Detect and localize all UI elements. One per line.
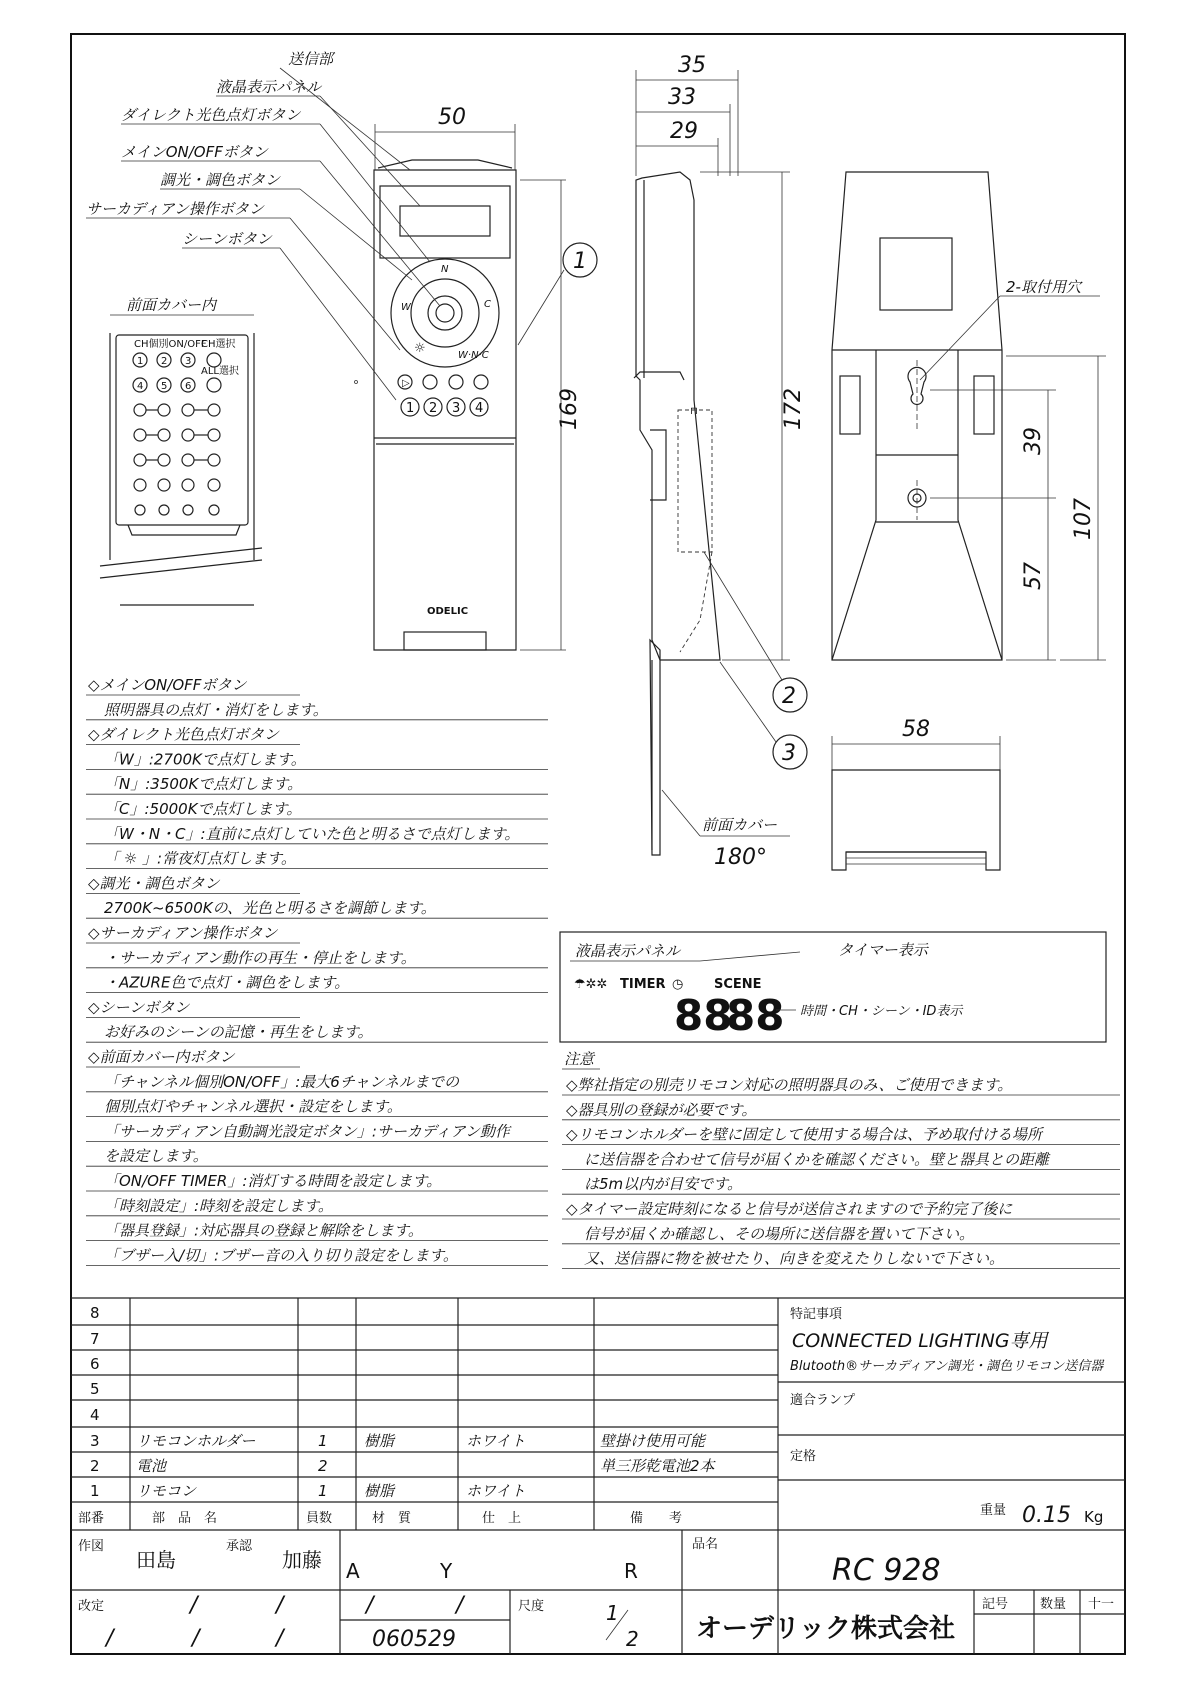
- notes-left: [86, 676, 548, 1265]
- callout-1: 1: [573, 249, 587, 274]
- part-remarks: 壁掛け使用可能: [600, 1432, 706, 1450]
- label-all-select: ALL選択: [201, 366, 239, 377]
- cover-button[interactable]: [209, 505, 219, 515]
- scene-2-button[interactable]: 2: [429, 401, 438, 416]
- lcd-scene-text: SCENE: [714, 977, 762, 992]
- cover-button[interactable]: [182, 454, 194, 466]
- label-ch-individual: CH個別ON/OFF: [134, 339, 207, 350]
- lcd-timer-label: タイマー表示: [838, 941, 928, 959]
- weight-label: 重量: [980, 1503, 1007, 1518]
- special-line2: Blutooth®サーカディアン調光・調色リモコン送信器: [790, 1359, 1104, 1374]
- scene-3-button[interactable]: 3: [452, 401, 461, 416]
- ch-6-button[interactable]: 6: [185, 381, 192, 392]
- note-line: 「 ☼ 」:常夜灯点灯します。: [104, 849, 296, 868]
- label-circadian: サーカディアン操作ボタン: [86, 200, 264, 218]
- cover-button[interactable]: [159, 505, 169, 515]
- cover-button[interactable]: [135, 505, 145, 515]
- header-finish: 仕 上: [482, 1511, 522, 1526]
- drawn-label: 作図: [78, 1539, 105, 1554]
- title-block: [71, 1530, 1125, 1654]
- revision-slash-7: /: [276, 1626, 284, 1651]
- note-line: お好みのシーンの記憶・再生をします。: [104, 1023, 373, 1042]
- caution-line: に送信器を合わせて信号が届くかを確認ください。壁と器具との距離: [584, 1150, 1050, 1169]
- note-line: 「チャンネル個別ON/OFF」:最大6チャンネルまでの: [104, 1072, 459, 1091]
- ch-2-button[interactable]: 2: [161, 356, 168, 367]
- notes-right: [562, 1050, 1120, 1269]
- part-qty: 1: [318, 1432, 328, 1450]
- revision-slash-5: /: [106, 1626, 114, 1651]
- product-name: RC 928: [832, 1553, 941, 1588]
- ch-4-button[interactable]: 4: [137, 381, 144, 392]
- note-line: 照明器具の点灯・消灯をします。: [104, 700, 328, 719]
- label-main-onoff: メインON/OFFボタン: [121, 143, 268, 161]
- part-qty: 2: [318, 1457, 328, 1475]
- label-cover-angle: 180°: [714, 845, 767, 870]
- part-no: 5: [90, 1380, 100, 1398]
- part-no: 2: [90, 1457, 100, 1475]
- note-line: 「W・N・C」:直前に点灯していた色と明るさで点灯します。: [104, 824, 520, 843]
- extra-label: 十一: [1088, 1597, 1115, 1612]
- note-line: 「サーカディアン自動調光設定ボタン」:サーカディアン動作: [104, 1122, 510, 1141]
- caution-line: は5m以内が目安です。: [584, 1175, 742, 1194]
- dim-172: 172: [781, 388, 806, 430]
- cover-button[interactable]: [208, 479, 220, 491]
- header-no: 部番: [78, 1511, 105, 1526]
- dial-label-n: N: [441, 264, 449, 275]
- rating-label: 定格: [790, 1449, 817, 1464]
- dim-33: 33: [668, 85, 696, 110]
- dim-35: 35: [678, 53, 706, 78]
- part-name: リモコンホルダー: [136, 1432, 256, 1450]
- ch-1-button[interactable]: 1: [137, 356, 144, 367]
- cover-button[interactable]: [158, 479, 170, 491]
- dim-39: 39: [1021, 427, 1046, 455]
- part-finish: ホワイト: [466, 1432, 526, 1450]
- note-heading: ◇シーンボタン: [88, 998, 190, 1017]
- part-no: 4: [90, 1406, 100, 1424]
- note-heading: ◇ダイレクト光色点灯ボタン: [88, 725, 279, 744]
- note-heading: ◇メインON/OFFボタン: [88, 676, 247, 694]
- grade-a: A: [346, 1559, 360, 1583]
- caution-line: ◇器具別の登録が必要です。: [566, 1100, 757, 1119]
- header-qty: 員数: [306, 1511, 333, 1526]
- revision-slash-4: /: [456, 1593, 464, 1618]
- cover-button[interactable]: [208, 404, 220, 416]
- note-line: 「W」:2700Kで点灯します。: [104, 750, 306, 769]
- cover-button[interactable]: [182, 404, 194, 416]
- cover-button[interactable]: [208, 454, 220, 466]
- dim-58: 58: [902, 717, 930, 742]
- note-line: 「時刻設定」:時刻を設定します。: [104, 1196, 333, 1215]
- part-no: 3: [90, 1432, 100, 1450]
- note-line: 「ON/OFF TIMER」:消灯する時間を設定します。: [104, 1172, 442, 1190]
- note-line: 個別点灯やチャンネル選択・設定をします。: [104, 1097, 402, 1116]
- scene-4-button[interactable]: 4: [475, 401, 484, 416]
- holder-top-view: [832, 770, 1000, 870]
- dim-29: 29: [670, 119, 698, 144]
- note-line: ・サーカディアン動作の再生・停止をします。: [104, 948, 416, 967]
- notes-right-heading: 注意: [564, 1050, 595, 1068]
- play-icon: ▷: [402, 378, 410, 389]
- part-qty: 1: [318, 1482, 328, 1500]
- code-label: 記号: [982, 1597, 1009, 1612]
- special-line1: CONNECTED LIGHTING専用: [792, 1330, 1048, 1352]
- label-mount-holes: 2-取付用穴: [1006, 278, 1081, 296]
- cover-button[interactable]: [182, 429, 194, 441]
- drawn-by: 田島: [136, 1548, 176, 1572]
- caution-line: 又、送信器に物を被せたり、向きを変えたりしないで下さい。: [584, 1249, 1005, 1268]
- lcd-timer-text: TIMER: [620, 977, 666, 992]
- special-label: 特記事項: [790, 1307, 843, 1322]
- label-front-cover-inside: 前面カバー内: [126, 296, 217, 314]
- approved-by: 加藤: [282, 1548, 322, 1572]
- label-direct-color: ダイレクト光色点灯ボタン: [121, 106, 301, 124]
- note-line: 2700K~6500Kの、光色と明るさを調節します。: [104, 899, 436, 918]
- caution-line: 信号が届くか確認し、その場所に送信器を置いて下さい。: [584, 1224, 975, 1243]
- part-no: 6: [90, 1355, 100, 1373]
- part-name: 電池: [136, 1457, 167, 1475]
- weight-value: 0.15: [1022, 1503, 1071, 1528]
- label-scene: シーンボタン: [182, 230, 272, 248]
- side-dimensions: [636, 53, 807, 870]
- dial-label-wnc: W·N·C: [458, 350, 489, 361]
- label-dimming: 調光・調色ボタン: [160, 171, 281, 189]
- lcd-digits-right: 88: [726, 991, 785, 1040]
- holder-dimensions: [832, 356, 1106, 770]
- part-finish: ホワイト: [466, 1482, 526, 1500]
- nightlight-icon: ☼: [414, 341, 426, 356]
- note-heading: ◇前面カバー内ボタン: [88, 1048, 235, 1066]
- part-no: 7: [90, 1330, 100, 1348]
- callout-3: 3: [782, 741, 796, 766]
- spec-box: [790, 1306, 1105, 1528]
- product-label: 品名: [692, 1537, 719, 1552]
- front-cover-interior: [100, 296, 262, 605]
- revision-slash-3: /: [366, 1593, 374, 1618]
- note-heading: ◇サーカディアン操作ボタン: [88, 924, 278, 942]
- dim-height-169: 169: [557, 388, 582, 430]
- caution-line: ◇タイマー設定時刻になると信号が送信されますので予約完了後に: [566, 1200, 1013, 1218]
- label-transmitter: 送信部: [288, 50, 334, 68]
- header-material: 材 質: [372, 1511, 412, 1526]
- note-line: ・AZURE色で点灯・調色をします。: [104, 973, 350, 992]
- caution-line: ◇リモコンホルダーを壁に固定して使用する場合は、予め取付ける場所: [566, 1125, 1042, 1144]
- cover-button[interactable]: [134, 479, 146, 491]
- part-no: 1: [90, 1482, 100, 1500]
- label-lcd-panel: 液晶表示パネル: [216, 78, 322, 96]
- dim-107: 107: [1071, 498, 1096, 540]
- revision-label: 改定: [78, 1599, 105, 1614]
- callout-2: 2: [782, 684, 796, 709]
- cover-button[interactable]: [134, 454, 146, 466]
- ch-5-button[interactable]: 5: [161, 381, 168, 392]
- part-remarks: 単三形乾電池2本: [600, 1457, 715, 1475]
- dim-57: 57: [1021, 562, 1046, 590]
- note-line: を設定します。: [104, 1147, 208, 1166]
- lcd-title: 液晶表示パネル: [575, 942, 681, 960]
- header-name: 部 品 名: [152, 1511, 218, 1526]
- qty-label: 数量: [1040, 1597, 1067, 1612]
- ch-3-button[interactable]: 3: [185, 356, 192, 367]
- part-material: 樹脂: [364, 1482, 395, 1500]
- scene-1-button[interactable]: 1: [406, 401, 415, 416]
- label-front-cover: 前面カバー: [702, 816, 778, 834]
- scale-label: 尺度: [518, 1599, 545, 1614]
- label-ch-select: CH選択: [201, 339, 236, 350]
- cover-button[interactable]: [208, 429, 220, 441]
- dial-label-c: C: [484, 299, 491, 310]
- grade-r: R: [624, 1559, 638, 1583]
- caution-line: ◇弊社指定の別売リモコン対応の照明器具のみ、ご使用できます。: [566, 1076, 1013, 1094]
- cover-button[interactable]: [183, 505, 193, 515]
- revision-slash-1: /: [190, 1593, 198, 1618]
- brand-logo: ODELIC: [427, 606, 469, 617]
- lcd-display-box: [560, 932, 1106, 1042]
- part-material: 樹脂: [364, 1432, 395, 1450]
- header-remarks: 備 考: [630, 1511, 683, 1526]
- cover-button[interactable]: [134, 404, 146, 416]
- part-name: リモコン: [136, 1482, 197, 1500]
- note-heading: ◇調光・調色ボタン: [88, 874, 220, 893]
- note-line: 「ブザー入/切」:ブザー音の入り切り設定をします。: [104, 1246, 458, 1265]
- weight-unit: Kg: [1084, 1508, 1104, 1526]
- note-line: 「N」:3500Kで点灯します。: [104, 775, 303, 794]
- umbrella-icon: ☂✲✲: [574, 977, 608, 992]
- holder-back-view: [832, 172, 1100, 660]
- remote-front-view: [355, 160, 517, 650]
- drawing-date: 060529: [372, 1627, 456, 1652]
- note-line: 「器具登録」:対応器具の登録と解除をします。: [104, 1221, 423, 1240]
- scale-num: 1: [606, 1601, 619, 1625]
- part-no: 8: [90, 1304, 100, 1322]
- revision-slash-2: /: [276, 1593, 284, 1618]
- note-line: 「C」:5000Kで点灯します。: [104, 800, 302, 818]
- cover-button[interactable]: [182, 479, 194, 491]
- company-name: オーデリック株式会社: [696, 1614, 955, 1644]
- approved-label: 承認: [226, 1539, 253, 1554]
- cover-button[interactable]: [134, 429, 146, 441]
- lcd-digits-label: 時間・CH・シーン・ID表示: [800, 1004, 963, 1019]
- lcd-digits-left: 88: [674, 991, 733, 1040]
- cover-button[interactable]: [158, 454, 170, 466]
- dim-width-50: 50: [438, 105, 466, 130]
- remote-side-view: [634, 172, 720, 855]
- cover-button[interactable]: [158, 404, 170, 416]
- grade-y: Y: [440, 1559, 453, 1583]
- cover-button[interactable]: [158, 429, 170, 441]
- clock-icon: ◷: [672, 977, 684, 992]
- lamp-label: 適合ランプ: [790, 1393, 856, 1408]
- scale-den: 2: [626, 1627, 639, 1651]
- dial-label-w: W: [401, 302, 411, 313]
- side-mark: ⊓: [690, 406, 698, 417]
- revision-slash-6: /: [192, 1626, 200, 1651]
